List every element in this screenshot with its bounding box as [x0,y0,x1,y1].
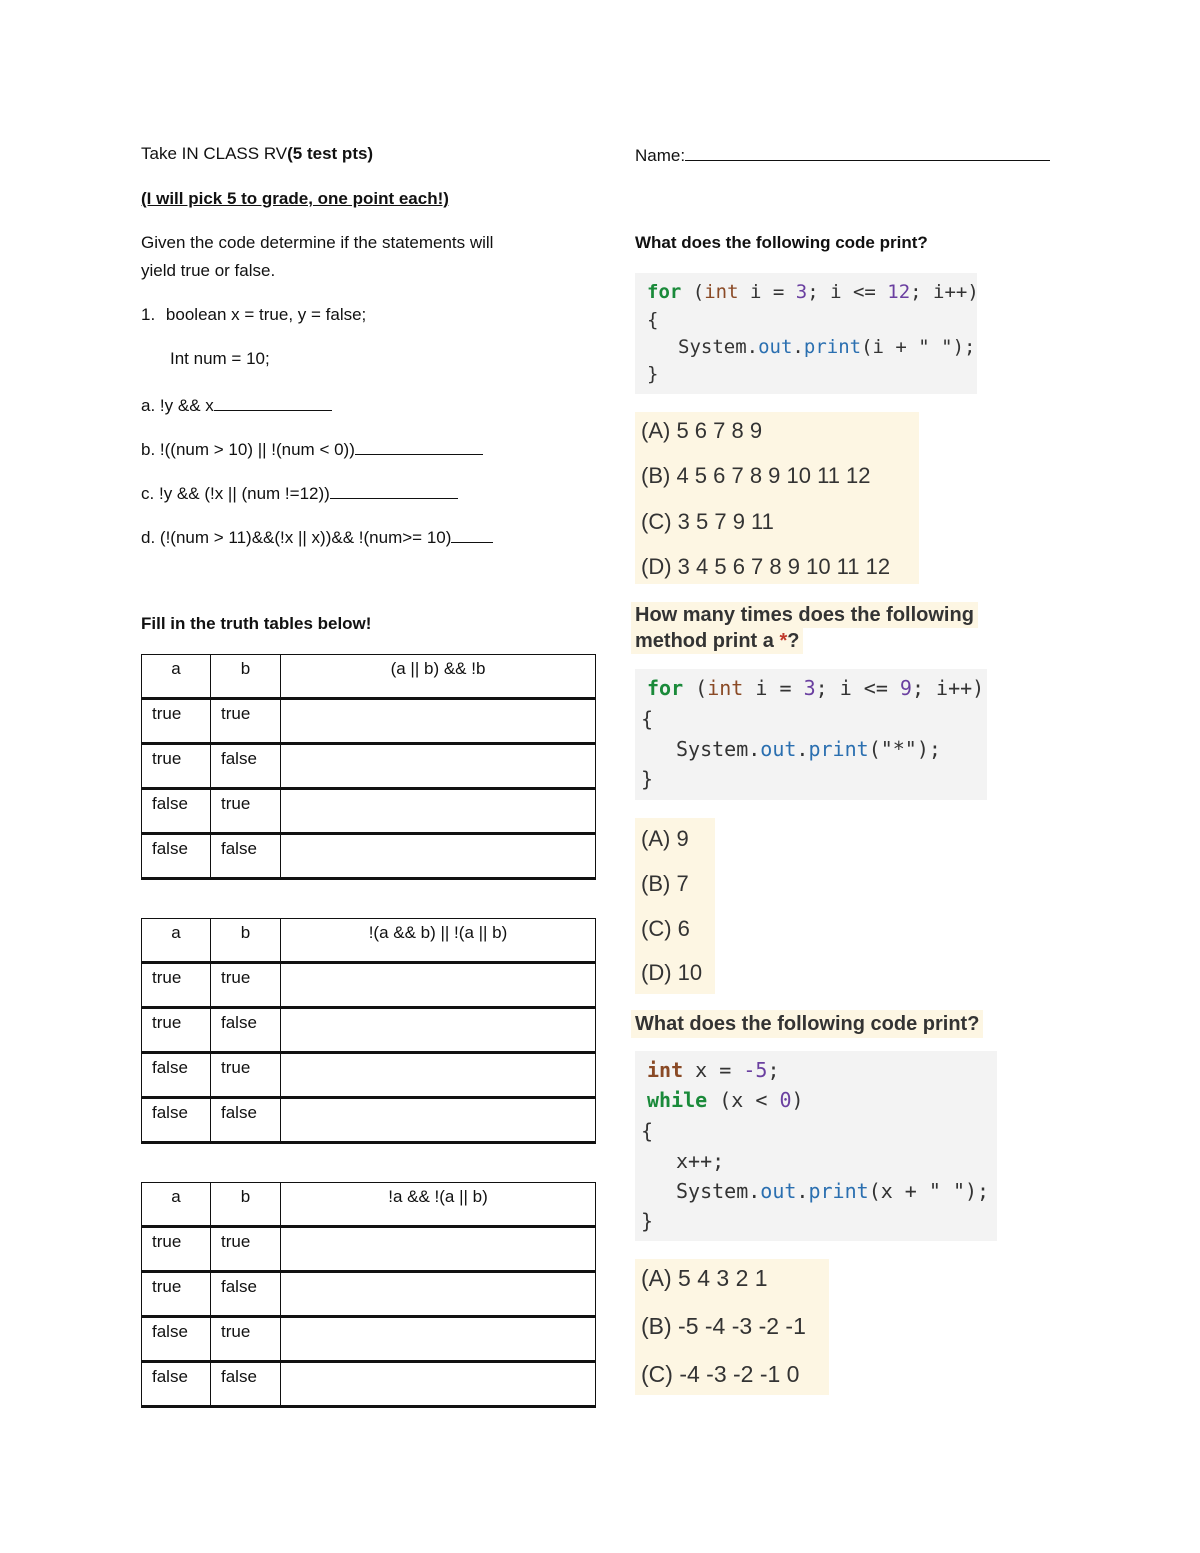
part-label: b. [141,440,156,459]
code-line: } [647,363,659,385]
answer-cell[interactable] [281,963,596,1008]
part-label: c. [141,484,155,503]
table-header-row [142,919,596,963]
table-row [142,1008,596,1053]
truth-table-1 [141,654,596,880]
prompt-line-2: yield true or false. [141,261,276,280]
q1-number: 1. [141,305,156,324]
grading-note: (I will pick 5 to grade, one point each!) [141,189,449,208]
part-expr: !y && x [159,396,214,415]
q1-part-b[interactable] [141,438,483,460]
part-label: d. [141,528,156,547]
table-row [142,1053,596,1098]
table-row [142,1362,596,1407]
name-label: Name: [635,146,686,165]
option-a[interactable]: (A) 5 4 3 2 1 [641,1265,768,1291]
code-line: } [641,1209,654,1233]
mc2-question-line-1: How many times does the following [631,602,978,628]
answer-cell[interactable] [281,1053,596,1098]
expr-header: !a && !(a || b) [281,1183,596,1227]
table-row [142,744,596,789]
option-c[interactable]: (C) 3 5 7 9 11 [641,509,774,534]
answer-blank[interactable] [330,482,458,499]
answer-cell[interactable] [281,1098,596,1143]
title-points: (5 test pts) [287,144,374,163]
cell-b: false [211,834,281,879]
truth-table-2 [141,918,596,1144]
q1-part-a[interactable] [141,394,332,416]
cell-a: true [142,699,211,744]
mc3-question: What does the following code print? [631,1010,983,1038]
option-b[interactable]: (B) -5 -4 -3 -2 -1 [641,1313,806,1339]
table-row [142,834,596,879]
code-line: { [647,309,659,331]
title-plain: Take IN CLASS RV [141,144,288,163]
code-line: int x = -5; [647,1058,780,1082]
mc1-question: What does the following code print? [635,233,928,252]
code-line: { [641,707,654,731]
name-blank[interactable] [685,144,1050,161]
cell-a: false [142,1053,211,1098]
table-row [142,699,596,744]
code-line: { [641,1119,654,1143]
cell-a: true [142,1272,211,1317]
cell-a: false [142,1362,211,1407]
col-b-header: b [211,919,281,963]
table-header-row [142,1183,596,1227]
col-b-header: b [211,655,281,699]
truth-heading: Fill in the truth tables below! [141,614,372,633]
answer-blank[interactable] [451,526,493,543]
cell-a: false [142,834,211,879]
option-c[interactable]: (C) 6 [641,916,690,941]
option-d[interactable]: (D) 3 4 5 6 7 8 9 10 11 12 [641,554,891,579]
mc2-code-block [635,669,987,800]
cell-b: true [211,1227,281,1272]
cell-b: true [211,963,281,1008]
code-line: System.out.print(x + " "); [676,1179,990,1203]
option-a[interactable]: (A) 9 [641,826,689,851]
q1-line-2: Int num = 10; [170,349,270,368]
cell-b: true [211,789,281,834]
cell-b: false [211,1098,281,1143]
table-row [142,1317,596,1362]
answer-blank[interactable] [214,394,332,411]
option-b[interactable]: (B) 4 5 6 7 8 9 10 11 12 [641,463,871,488]
cell-a: true [142,1227,211,1272]
answer-cell[interactable] [281,1362,596,1407]
truth-table-3 [141,1182,596,1408]
cell-b: true [211,1317,281,1362]
answer-cell[interactable] [281,1227,596,1272]
answer-cell[interactable] [281,1272,596,1317]
code-line: System.out.print(i + " "); [678,336,976,358]
cell-b: false [211,1008,281,1053]
cell-a: false [142,789,211,834]
col-b-header: b [211,1183,281,1227]
mc3-code-block [635,1051,997,1241]
part-label: a. [141,396,156,415]
code-line: System.out.print("*"); [676,737,941,761]
table-row [142,963,596,1008]
code-line: for (int i = 3; i <= 12; i++) [647,281,979,303]
star-glyph: * [779,630,788,652]
option-b[interactable]: (B) 7 [641,871,689,896]
table-header-row [142,655,596,699]
answer-cell[interactable] [281,1008,596,1053]
table-row [142,789,596,834]
cell-a: false [142,1098,211,1143]
q1-line-1 [141,305,366,325]
part-expr: !((num > 10) || !(num < 0)) [159,440,355,459]
cell-a: true [142,963,211,1008]
part-expr: !y && (!x || (num !=12)) [158,484,330,503]
cell-b: false [211,744,281,789]
code-line: while (x < 0) [647,1088,804,1112]
mc1-options [635,412,919,584]
table-row [142,1272,596,1317]
mc3-options [635,1259,829,1395]
q1-part-d[interactable] [141,526,493,548]
col-a-header: a [142,919,211,963]
mc2-options [635,818,715,994]
cell-a: true [142,744,211,789]
option-c[interactable]: (C) -4 -3 -2 -1 0 [641,1361,800,1387]
answer-cell[interactable] [281,834,596,879]
mc1-code-block [635,273,977,394]
answer-cell[interactable] [281,789,596,834]
cell-b: true [211,699,281,744]
answer-cell[interactable] [281,744,596,789]
name-field[interactable] [635,144,1050,166]
cell-a: false [142,1317,211,1362]
cell-b: true [211,1053,281,1098]
expr-header: (a || b) && !b [281,655,596,699]
part-expr: (!(num > 11)&&(!x || x))&& !(num>= 10) [159,528,452,547]
cell-a: true [142,1008,211,1053]
code-line: } [641,767,654,791]
expr-header: !(a && b) || !(a || b) [281,919,596,963]
col-a-header: a [142,655,211,699]
table-row [142,1098,596,1143]
answer-cell[interactable] [281,699,596,744]
q1-part-c[interactable] [141,482,458,504]
code-line: x++; [676,1149,725,1173]
cell-b: false [211,1272,281,1317]
answer-blank[interactable] [355,438,483,455]
table-row [142,1227,596,1272]
option-a[interactable]: (A) 5 6 7 8 9 [641,418,763,443]
mc2-question-line-2: method print a *? [631,628,803,654]
q1-declaration: boolean x = true, y = false; [165,305,367,324]
col-a-header: a [142,1183,211,1227]
option-d[interactable]: (D) 10 [641,960,703,985]
cell-b: false [211,1362,281,1407]
page-title [141,144,373,164]
prompt-line-1: Given the code determine if the statements will [141,233,494,252]
answer-cell[interactable] [281,1317,596,1362]
code-line: for (int i = 3; i <= 9; i++) [647,676,985,700]
